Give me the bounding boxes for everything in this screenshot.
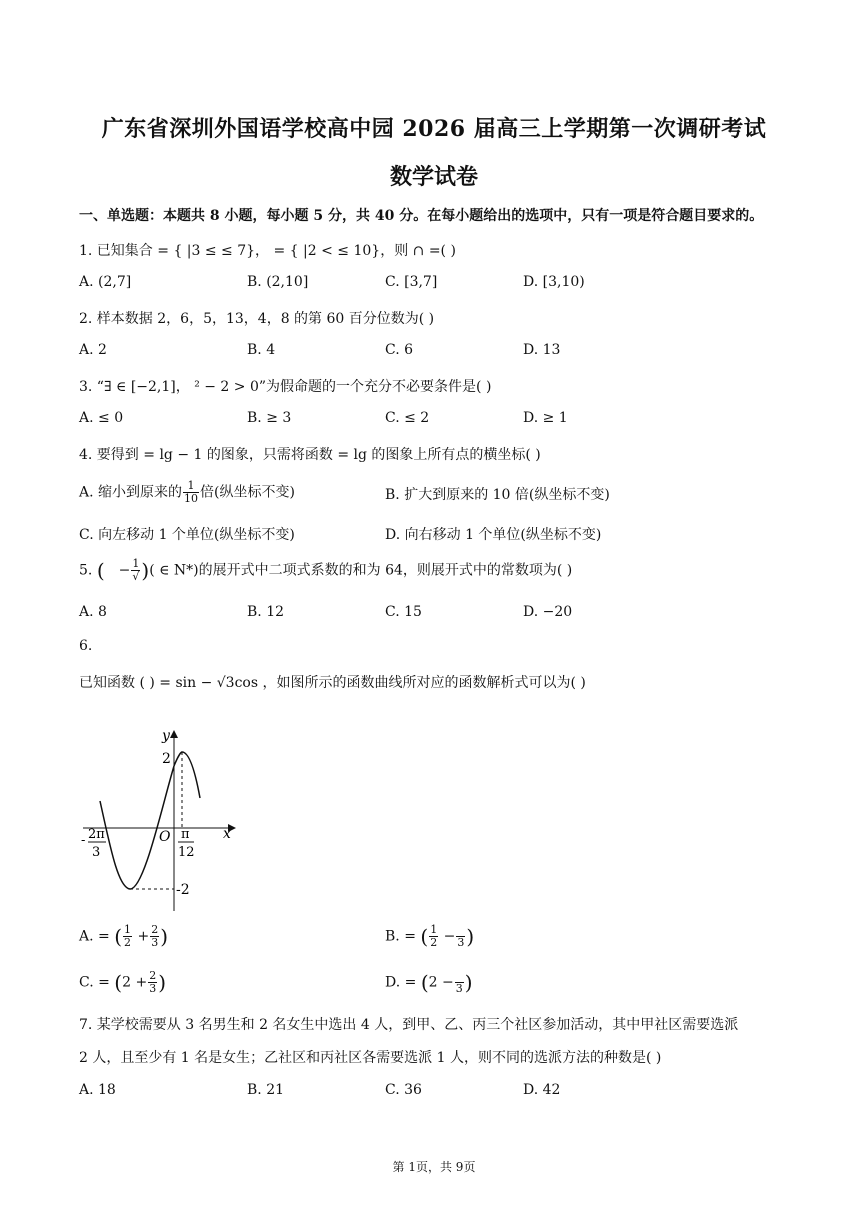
q6-b-lparen: ( [420, 924, 429, 949]
q6-option-b [385, 924, 474, 949]
q6-c-lparen: ( [114, 970, 123, 995]
q4-option-a-text1: 缩小到原来的 [98, 484, 183, 501]
q6-a-frac2-num: 2 [151, 923, 159, 936]
q5-left-paren: ( [96, 558, 105, 583]
q2-option-a: A. 2 [79, 342, 107, 358]
q6-b-op: − [443, 928, 456, 945]
page-footer: 第 1页，共 9页 [392, 1160, 476, 1174]
q6-c-coef: 2 [122, 974, 132, 991]
q6-a-op: + [137, 928, 150, 945]
q7-option-a: A. 18 [79, 1082, 116, 1098]
question-2-stem: 2. 样本数据 2，6，5，13，4，8 的第 60 百分位数为( ) [79, 311, 435, 327]
q5-right-paren: ) [141, 558, 150, 583]
q5-prefix: 5. [79, 562, 97, 579]
q1-option-b: B. (2,10] [247, 274, 309, 290]
q2-option-b: B. 4 [247, 342, 276, 358]
question-1-stem: 1. 已知集合 = { |3 ≤ ≤ 7}， = { |2 < ≤ 10}，则 ∩ =( ) [79, 243, 456, 259]
q5-suffix: ( ∈ N*)的展开式中二项式系数的和为 64，则展开式中的常数项为( ) [149, 562, 573, 579]
section-heading: 一、单选题：本题共 8 小题，每小题 5 分，共 40 分。在每小题给出的选项中，只有一项是符合题目要求的。 [79, 208, 764, 224]
q6-a-frac2-den: 3 [151, 936, 159, 949]
q6-a-rparen: ) [160, 924, 169, 949]
q6-d-label: D. = [385, 974, 417, 991]
q5-option-d: D. −20 [523, 604, 573, 620]
question-7-stem-line2: 2 人，且至少有 1 名是女生；乙社区和丙社区各需要选派 1 人，则不同的选派方法的种数是( ) [79, 1050, 662, 1066]
q4-option-a-prefix: A. [79, 484, 99, 501]
q6-a-frac2 [150, 924, 159, 949]
x-left-num: 2π [88, 827, 105, 842]
q6-b-frac1-den: 2 [430, 936, 438, 949]
q6-d-coef: 2 [428, 974, 438, 991]
question-4-stem: 4. 要得到 = lg − 1 的图象，只需将函数 = lg 的图象上所有点的横坐标( ) [79, 447, 541, 463]
q6-c-rparen: ) [158, 970, 167, 995]
q6-a-label: A. = [79, 928, 110, 945]
q4-fraction [183, 480, 199, 505]
q7-option-d: D. 42 [523, 1082, 561, 1098]
q6-d-op: − [442, 974, 454, 991]
q2-option-c: C. 6 [385, 342, 414, 358]
q6-d-frac [455, 970, 464, 995]
q4-option-a-text2: 倍(纵坐标不变) [200, 484, 295, 501]
q6-a-lparen: ( [114, 924, 123, 949]
question-6-number: 6. [79, 638, 93, 654]
q5-option-b: B. 12 [247, 604, 285, 620]
origin-label: O [159, 829, 171, 845]
q6-b-rparen: ) [466, 924, 475, 949]
q4-option-c: C. 向左移动 1 个单位(纵坐标不变) [79, 527, 295, 543]
q3-option-d: D. ≥ 1 [523, 410, 568, 426]
function-graph [78, 726, 248, 916]
y-axis-label: y [162, 728, 170, 744]
q1-option-d: D. [3,10) [523, 274, 585, 290]
x-left-sign: - [81, 833, 86, 848]
q6-c-op: + [135, 974, 148, 991]
q4-frac-num: 1 [183, 480, 199, 493]
q4-option-a [79, 480, 295, 505]
q7-option-c: C. 36 [385, 1082, 422, 1098]
q6-d-frac-den: 3 [455, 982, 463, 995]
x-right-den: 12 [178, 845, 195, 860]
q3-option-c: C. ≤ 2 [385, 410, 430, 426]
q4-frac-den: 10 [184, 492, 199, 505]
y-max-label: 2 [162, 751, 171, 767]
q6-b-frac1-num: 1 [430, 923, 438, 936]
q6-b-label: B. = [385, 928, 416, 945]
q6-a-frac1 [123, 924, 132, 949]
q1-option-c: C. [3,7] [385, 274, 438, 290]
q1-option-a: A. (2,7] [79, 274, 132, 290]
question-5-stem: 5. ( − $\frac{1}{√}$ )( ∈ N*)的展开式中二项式系数的和为 64，则展开式中的常数项为( ) [79, 557, 573, 583]
q5-fraction [131, 558, 140, 583]
question-7-stem-line1: 7. 某学校需要从 3 名男生和 2 名女生中选出 4 人，到甲、乙、丙三个社区参加活动，其中甲社区需要选派 [79, 1017, 739, 1033]
q6-c-frac [148, 970, 157, 995]
q6-option-c [79, 970, 166, 995]
q4-option-d: D. 向右移动 1 个单位(纵坐标不变) [385, 527, 602, 543]
question-6-stem: 已知函数 ( ) = sin − √3cos ，如图所示的函数曲线所对应的函数解析式可以为( ) [79, 675, 586, 691]
x-left-den: 3 [92, 845, 101, 860]
q6-a-frac1-den: 2 [124, 936, 132, 949]
q6-c-frac-num: 2 [149, 969, 157, 982]
q7-option-b: B. 21 [247, 1082, 285, 1098]
q6-c-label: C. = [79, 974, 110, 991]
x-axis-label: x [223, 826, 231, 842]
q6-d-lparen: ( [420, 970, 429, 995]
sine-curve [100, 752, 200, 889]
q4-option-b: B. 扩大到原来的 10 倍(纵坐标不变) [385, 487, 610, 503]
exam-subtitle: 数学试卷 [389, 164, 478, 190]
question-3-stem: 3. “∃ ∈ [−2,1]， ² − 2 > 0”为假命题的一个充分不必要条件是( ) [79, 379, 492, 395]
q6-a-frac1-num: 1 [124, 923, 132, 936]
x-right-num: π [181, 827, 190, 842]
q3-option-b: B. ≥ 3 [247, 410, 292, 426]
q6-b-frac2-den: 3 [457, 936, 465, 949]
q6-c-frac-den: 3 [149, 982, 157, 995]
q6-option-a [79, 924, 168, 949]
y-min-label: -2 [176, 882, 190, 898]
y-axis-arrow-icon [170, 730, 178, 738]
q6-b-frac2 [456, 924, 465, 949]
exam-title: 广东省深圳外国语学校高中园 2026 届高三上学期第一次调研考试 [101, 116, 767, 142]
q5-option-a: A. 8 [79, 604, 107, 620]
q3-option-a: A. ≤ 0 [79, 410, 124, 426]
q2-option-d: D. 13 [523, 342, 561, 358]
q6-d-rparen: ) [464, 970, 473, 995]
q5-frac-den: √ [132, 570, 140, 583]
q5-frac-num: 1 [132, 557, 140, 570]
q6-b-frac1 [429, 924, 438, 949]
q5-option-c: C. 15 [385, 604, 422, 620]
q6-option-d [385, 970, 473, 995]
